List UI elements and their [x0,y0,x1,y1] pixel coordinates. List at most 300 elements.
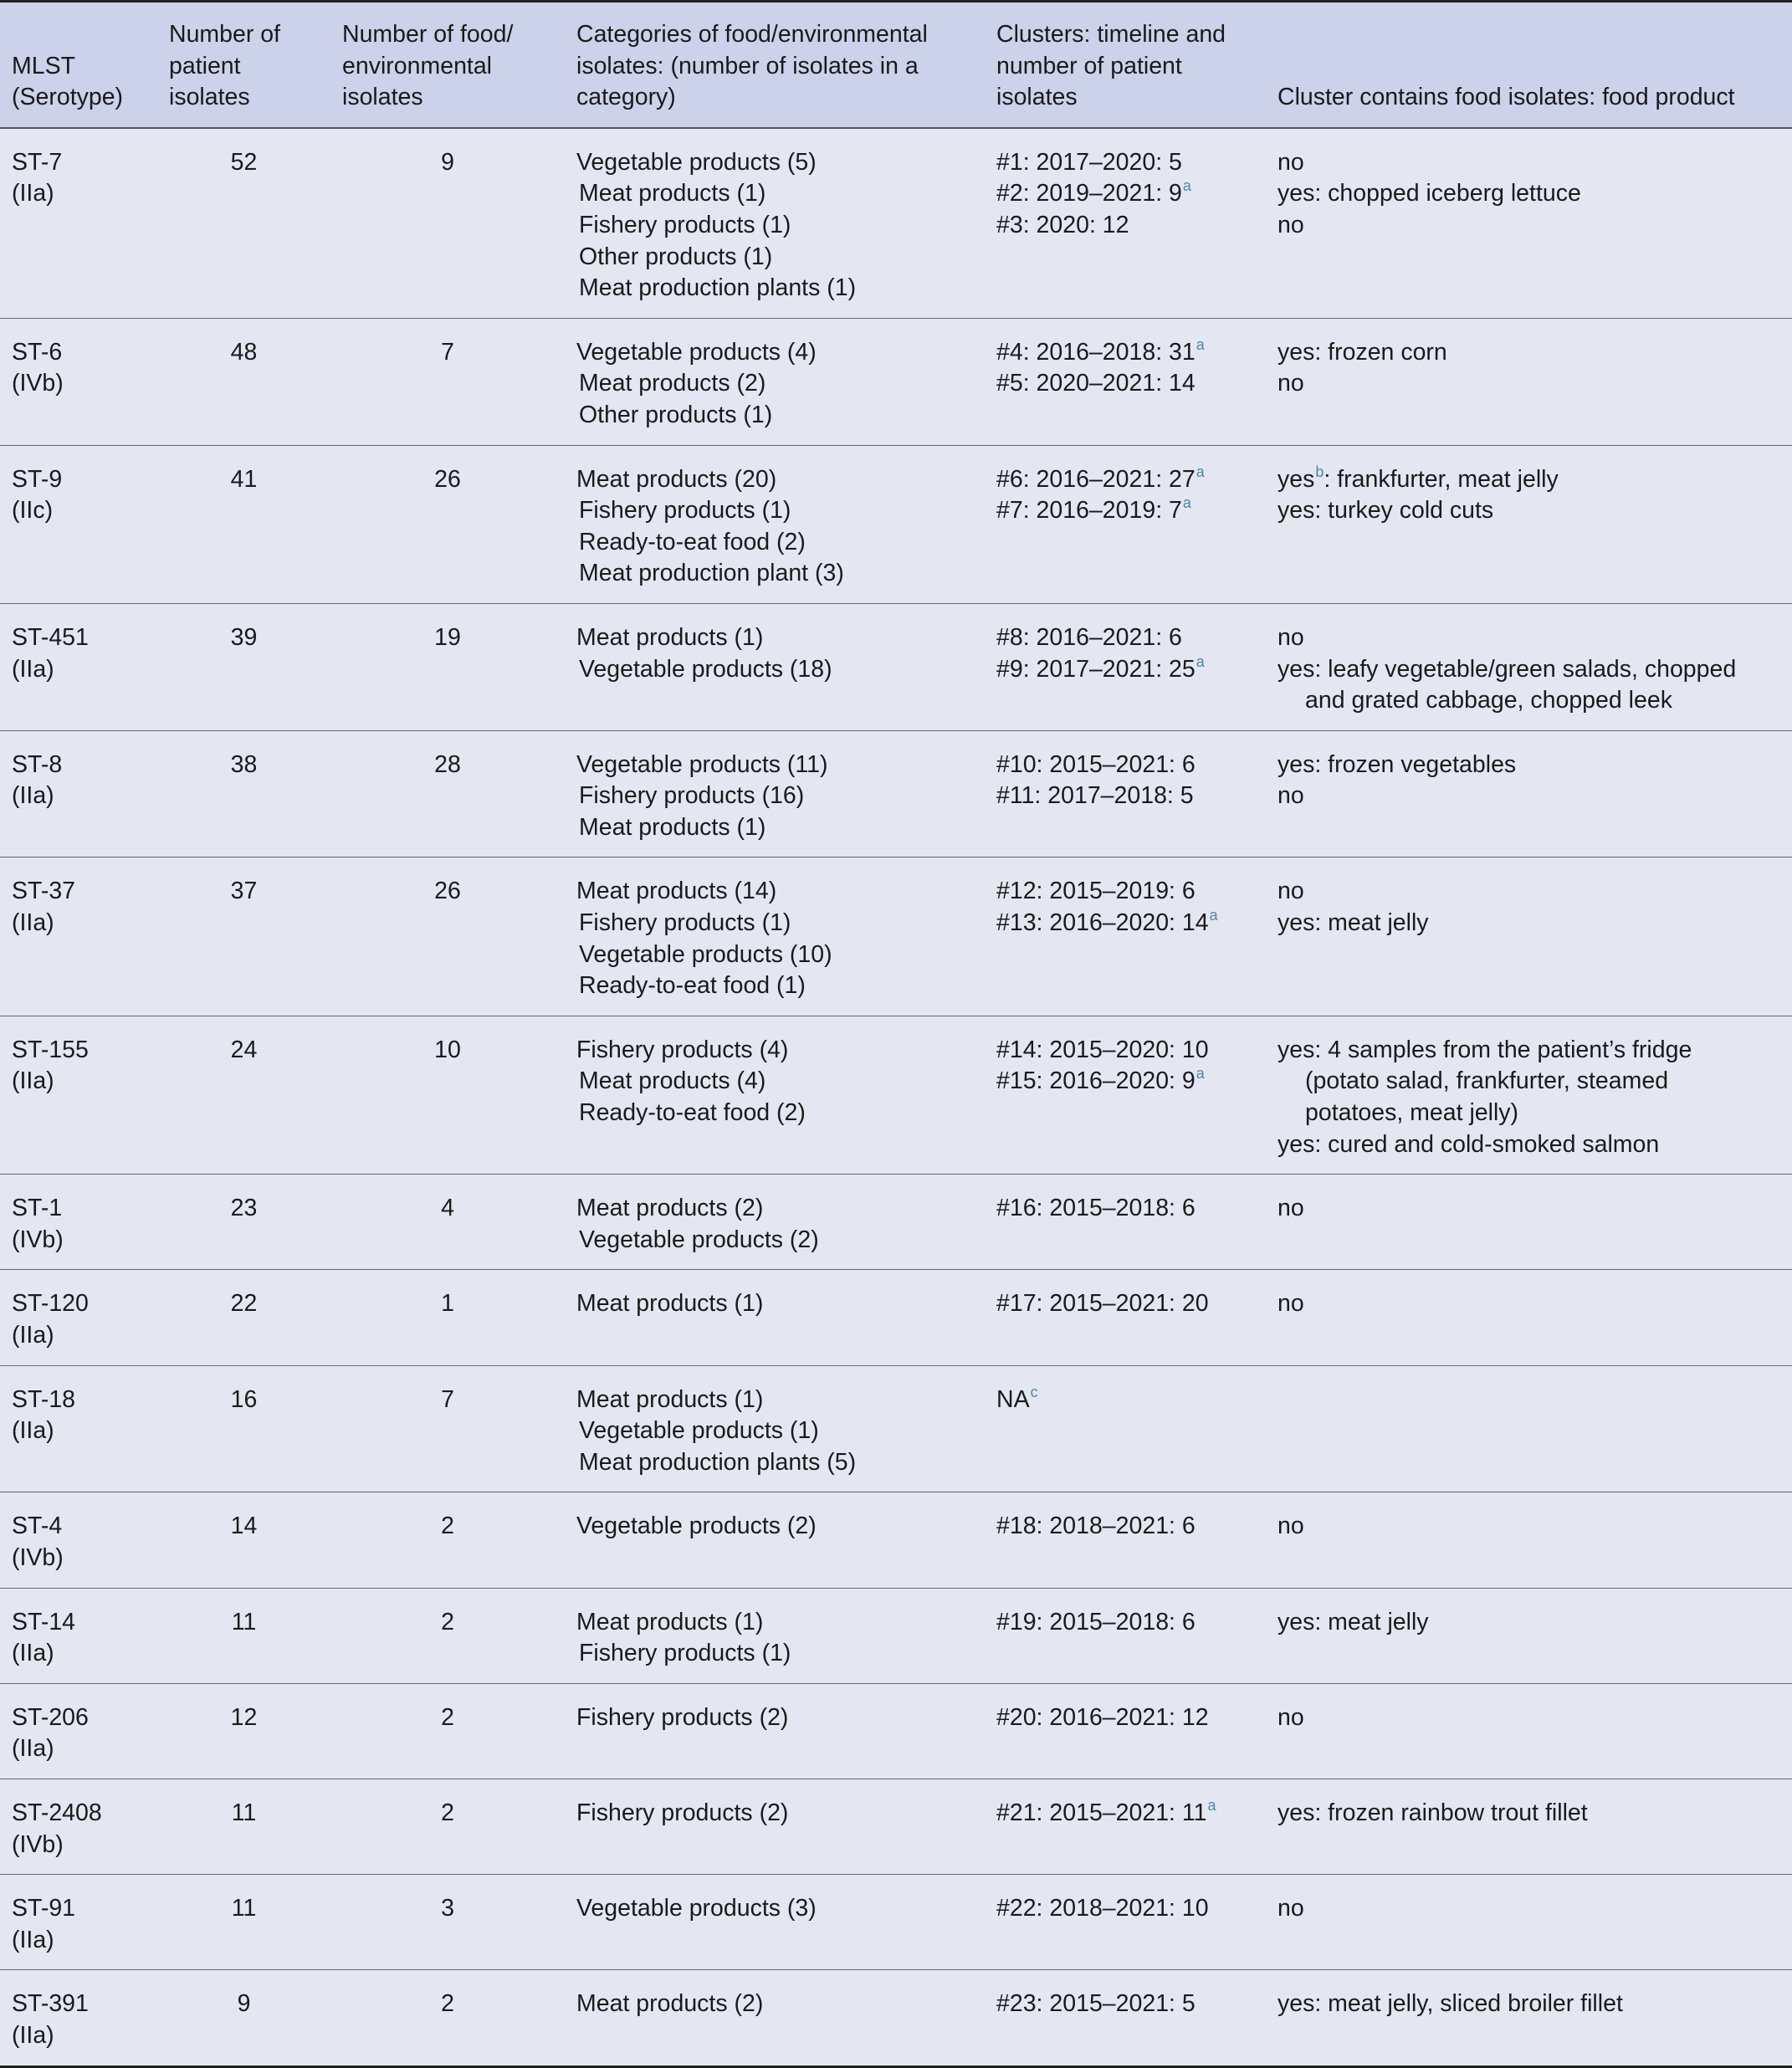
footnote-marker: b [1315,463,1324,480]
food-env-isolates-cell: 2 [330,1492,565,1588]
serotype: (IVb) [12,1226,64,1253]
mlst-cell [0,857,157,1016]
serotype: (IIa) [12,1640,54,1667]
mlst-id: ST-2408 [12,1799,102,1826]
patient-isolates-cell: 22 [157,1270,330,1365]
mlst-cell [0,1779,157,1874]
mlst-cell [0,445,157,603]
footnote-marker: a [1182,177,1191,195]
food-product-cell [1266,445,1792,603]
cluster-text: #2: 2019–2021: 9 [996,180,1182,207]
patient-isolates-cell: 52 [157,128,330,318]
category-item: Meat products (1) [576,1385,764,1413]
categories-cell [565,603,985,730]
mlst-cell [0,1365,157,1492]
cluster-text: #22: 2018–2021: 10 [996,1895,1209,1922]
category-item: Vegetable products (4) [576,338,817,366]
category-item: Vegetable products (5) [576,148,817,176]
cluster-text: #8: 2016–2021: 6 [996,623,1182,651]
food-product-cell [1266,1683,1792,1779]
serotype: (IIa) [12,1926,54,1953]
table-row [0,857,1792,1016]
categories-cell [565,730,985,857]
food-product-item [1277,210,1780,242]
category-item: Vegetable products (10) [579,940,832,968]
clusters-cell [985,128,1266,318]
cluster-item [996,1385,1254,1416]
header-food-product: Cluster contains food isolates: food product [1266,2,1792,128]
cluster-item [996,750,1254,781]
food-product-text: yes: meat jelly, sliced broiler fillet [1277,1990,1623,2018]
serotype: (IVb) [12,1543,64,1571]
mlst-id: ST-6 [12,338,63,366]
clusters-cell [985,730,1266,857]
mlst-id: ST-7 [12,148,63,176]
food-env-isolates-cell: 28 [330,730,565,857]
serotype: (IIc) [12,497,54,525]
cluster-item [996,1511,1254,1543]
food-product-item [1277,1702,1780,1734]
food-product-text: yes: leafy vegetable/green salads, chopped [1277,655,1737,683]
patient-isolates-cell: 11 [157,1588,330,1683]
food-product-text: yes: 4 samples from the patient’s fridge [1277,1036,1692,1063]
mlst-id: ST-155 [12,1036,89,1063]
food-env-isolates-cell: 2 [330,1779,565,1874]
category-item: Vegetable products (2) [579,1226,819,1253]
cluster-item [996,464,1254,496]
category-item: Other products (1) [579,401,773,428]
food-product-cell [1266,603,1792,730]
header-clusters: Clusters: timeline and number of patient isolates [985,2,1266,128]
food-product-item [1277,1511,1780,1543]
header-patient-isolates: Number of patient isolates [157,2,330,128]
serotype: (IIa) [12,1417,54,1445]
table-row [0,128,1792,318]
food-product-text: yes: frozen vegetables [1277,750,1517,778]
food-env-isolates-cell: 2 [330,1683,565,1779]
category-item: Ready-to-eat food (2) [579,1099,806,1127]
clusters-cell [985,1175,1266,1270]
category-item: Vegetable products (3) [576,1895,817,1922]
table-row [0,1365,1792,1492]
cluster-text: #9: 2017–2021: 25 [996,655,1196,683]
category-item: Meat products (2) [576,1195,764,1222]
serotype: (IIa) [12,1067,54,1095]
categories-cell [565,128,985,318]
patient-isolates-cell: 39 [157,603,330,730]
food-product-item [1277,1193,1780,1225]
table-row [0,1270,1792,1365]
food-product-text: no [1277,1703,1304,1731]
categories-cell [565,1016,985,1174]
mlst-id: ST-1 [12,1195,63,1222]
categories-cell [565,1875,985,1970]
clusters-cell [985,1588,1266,1683]
category-item: Meat products (20) [576,465,777,493]
cluster-text: #21: 2015–2021: 11 [996,1799,1207,1826]
cluster-item [996,368,1254,400]
food-product-cell [1266,857,1792,1016]
food-product-cell [1266,730,1792,857]
food-product-item [1277,876,1780,908]
cluster-item [996,622,1254,654]
cluster-item [996,1035,1254,1067]
cluster-item [996,876,1254,908]
cluster-text: #17: 2015–2021: 20 [996,1290,1209,1318]
food-product-item [1277,750,1780,781]
category-item: Meat products (2) [576,1990,764,2018]
patient-isolates-cell: 24 [157,1016,330,1174]
food-product-cell [1266,1970,1792,2066]
food-env-isolates-cell: 4 [330,1175,565,1270]
categories-cell [565,1175,985,1270]
cluster-item [996,147,1254,179]
clusters-cell [985,318,1266,445]
mlst-id: ST-9 [12,465,63,493]
cluster-item [996,1288,1254,1320]
patient-isolates-cell: 9 [157,1970,330,2066]
patient-isolates-cell: 12 [157,1683,330,1779]
categories-cell [565,1683,985,1779]
footnote-marker: a [1196,335,1205,353]
cluster-item [996,781,1254,812]
food-env-isolates-cell: 3 [330,1875,565,1970]
food-env-isolates-cell: 19 [330,603,565,730]
category-item: Fishery products (2) [576,1799,789,1826]
mlst-cell [0,1175,157,1270]
category-item: Meat products (4) [579,1067,766,1095]
cluster-item [996,1066,1254,1098]
cluster-item [996,337,1254,369]
table-row [0,445,1792,603]
table-row [0,603,1792,730]
categories-cell [565,1492,985,1588]
food-product-item [1277,1129,1780,1161]
serotype: (IIa) [12,1735,54,1763]
cluster-item [996,1989,1254,2020]
food-product-item [1277,908,1780,939]
patient-isolates-cell: 11 [157,1875,330,1970]
food-env-isolates-cell: 26 [330,857,565,1016]
serotype: (IVb) [12,1830,64,1858]
serotype: (IIa) [12,782,54,810]
mlst-id: ST-18 [12,1385,76,1413]
cluster-item [996,1702,1254,1734]
clusters-cell [985,1683,1266,1779]
category-item: Fishery products (16) [579,782,805,810]
category-item: Meat products (2) [579,370,766,397]
food-env-isolates-cell: 9 [330,128,565,318]
table-row [0,1875,1792,1970]
serotype: (IIa) [12,180,54,207]
food-product-text: no [1277,782,1304,810]
category-item: Vegetable products (18) [579,655,832,683]
clusters-cell [985,857,1266,1016]
food-product-item [1277,1607,1780,1639]
food-product-text: and grated cabbage, chopped leek [1305,687,1672,714]
cluster-text: #3: 2020: 12 [996,211,1129,238]
food-product-item [1277,1798,1780,1830]
mlst-cell [0,603,157,730]
mlst-id: ST-14 [12,1608,76,1635]
food-env-isolates-cell: 2 [330,1970,565,2066]
clusters-cell [985,603,1266,730]
patient-isolates-cell: 23 [157,1175,330,1270]
food-product-item [1277,495,1780,527]
food-product-item [1277,464,1780,496]
food-product-text: no [1277,1195,1304,1222]
cluster-text: #15: 2016–2020: 9 [996,1067,1196,1095]
header-mlst: MLST (Serotype) [0,2,157,128]
clusters-cell [985,1875,1266,1970]
table-row [0,1970,1792,2066]
mlst-cell [0,730,157,857]
clusters-cell [985,1016,1266,1174]
food-env-isolates-cell: 10 [330,1016,565,1174]
food-product-item [1277,178,1780,210]
cluster-item [996,495,1254,527]
cluster-text: #10: 2015–2021: 6 [996,750,1196,778]
cluster-text: #18: 2018–2021: 6 [996,1513,1196,1540]
cluster-text: #20: 2016–2021: 12 [996,1703,1209,1731]
categories-cell [565,1779,985,1874]
category-item: Ready-to-eat food (1) [579,972,806,1000]
cluster-item [996,1798,1254,1830]
cluster-item [996,1893,1254,1925]
food-product-cell [1266,128,1792,318]
food-product-item [1277,1035,1780,1067]
footnote-marker: a [1207,1796,1216,1814]
food-product-text: potatoes, meat jelly) [1305,1099,1519,1127]
food-product-text: no [1277,878,1304,905]
cluster-text: #4: 2016–2018: 31 [996,338,1196,366]
footnote-marker: a [1182,494,1191,512]
mlst-cell [0,1492,157,1588]
categories-cell [565,1970,985,2066]
food-product-item [1277,1893,1780,1925]
category-item: Meat products (14) [576,878,777,905]
mlst-cell [0,1970,157,2066]
category-item: Meat products (1) [579,180,766,207]
category-item: Meat production plants (5) [579,1448,857,1476]
categories-cell [565,445,985,603]
categories-cell [565,1588,985,1683]
cluster-text: #11: 2017–2018: 5 [996,782,1194,810]
category-item: Fishery products (1) [579,497,791,525]
table-row [0,1683,1792,1779]
clusters-cell [985,1270,1266,1365]
category-item: Ready-to-eat food (2) [579,528,806,555]
cluster-item [996,654,1254,686]
food-product-text: no [1277,1290,1304,1318]
food-product-item [1277,1989,1780,2020]
food-product-item [1277,368,1780,400]
cluster-item [996,1607,1254,1639]
cluster-text: #6: 2016–2021: 27 [996,465,1196,493]
cluster-text: #13: 2016–2020: 14 [996,909,1209,937]
category-item: Vegetable products (1) [579,1417,819,1445]
footnote-marker: a [1196,463,1205,480]
clusters-cell [985,445,1266,603]
serotype: (IIa) [12,655,54,683]
food-product-item [1277,685,1780,717]
table-row [0,1779,1792,1874]
category-item: Fishery products (1) [579,1640,791,1667]
food-product-text: yes: cured and cold-smoked salmon [1277,1130,1660,1158]
clusters-cell [985,1779,1266,1874]
clusters-cell [985,1970,1266,2066]
mlst-cell [0,318,157,445]
table-row [0,318,1792,445]
food-product-text: yes: frozen rainbow trout fillet [1277,1799,1588,1826]
table-row [0,1492,1792,1588]
food-product-text: yes [1277,465,1315,493]
food-product-text: yes: turkey cold cuts [1277,497,1494,525]
food-product-text: no [1277,211,1304,238]
clusters-cell [985,1365,1266,1492]
mlst-id: ST-91 [12,1895,76,1922]
table-body [0,128,1792,2066]
category-item: Fishery products (1) [579,211,791,238]
patient-isolates-cell: 11 [157,1779,330,1874]
food-product-cell [1266,1016,1792,1174]
clusters-cell [985,1492,1266,1588]
food-product-text: no [1277,148,1304,176]
mlst-cell [0,1588,157,1683]
patient-isolates-cell: 14 [157,1492,330,1588]
food-product-item [1277,781,1780,812]
mlst-cell [0,1875,157,1970]
food-product-text: yes: chopped iceberg lettuce [1277,180,1581,207]
food-product-text: no [1277,623,1304,651]
mlst-id: ST-37 [12,878,76,905]
cluster-text: #5: 2020–2021: 14 [996,370,1196,397]
cluster-item [996,1193,1254,1225]
mlst-id: ST-206 [12,1703,89,1731]
mlst-cell [0,1683,157,1779]
footnote-marker: a [1196,653,1205,670]
food-env-isolates-cell: 2 [330,1588,565,1683]
cluster-text: #1: 2017–2020: 5 [996,148,1182,176]
food-product-item [1277,1098,1780,1129]
category-item: Meat products (1) [576,1608,764,1635]
categories-cell [565,1270,985,1365]
category-item: Vegetable products (2) [576,1513,817,1540]
food-product-item [1277,1288,1780,1320]
food-product-text: no [1277,1513,1304,1540]
food-product-text: yes: meat jelly [1277,909,1429,937]
header-row [0,2,1792,128]
category-item: Fishery products (1) [579,909,791,937]
food-env-isolates-cell: 1 [330,1270,565,1365]
category-item: Fishery products (4) [576,1036,789,1063]
category-item: Meat products (1) [579,813,766,841]
cluster-text: #19: 2015–2018: 6 [996,1608,1196,1635]
cluster-item [996,210,1254,242]
patient-isolates-cell: 48 [157,318,330,445]
cluster-text: #16: 2015–2018: 6 [996,1195,1196,1222]
food-product-cell [1266,1875,1792,1970]
cluster-text: #14: 2015–2020: 10 [996,1036,1209,1063]
mlst-cell [0,1270,157,1365]
category-item: Meat production plant (3) [579,560,844,587]
mlst-id: ST-8 [12,750,63,778]
food-env-isolates-cell: 7 [330,318,565,445]
food-product-item [1277,1066,1780,1098]
food-product-text-rest: : frankfurter, meat jelly [1324,465,1559,493]
serotype: (IVb) [12,370,64,397]
mlst-cell [0,1016,157,1174]
serotype: (IIa) [12,1322,54,1349]
food-product-item [1277,147,1780,179]
food-product-cell [1266,1588,1792,1683]
food-product-text: yes: frozen corn [1277,338,1447,366]
food-product-cell [1266,1779,1792,1874]
food-product-cell [1266,318,1792,445]
food-product-text: no [1277,370,1304,397]
footnote-marker: a [1209,907,1218,924]
cluster-text: #7: 2016–2019: 7 [996,497,1182,525]
food-product-cell [1266,1365,1792,1492]
category-item: Fishery products (2) [576,1703,789,1731]
category-item: Meat products (1) [576,1290,764,1318]
category-item: Other products (1) [579,243,773,270]
cluster-text: #23: 2015–2021: 5 [996,1990,1196,2018]
food-product-text: (potato salad, frankfurter, steamed [1305,1067,1669,1095]
mlst-id: ST-451 [12,623,89,651]
cluster-text: #12: 2015–2019: 6 [996,878,1196,905]
categories-cell [565,318,985,445]
food-env-isolates-cell: 26 [330,445,565,603]
patient-isolates-cell: 37 [157,857,330,1016]
patient-isolates-cell: 41 [157,445,330,603]
mlst-cell [0,128,157,318]
footnote-marker: a [1196,1065,1205,1083]
patient-isolates-cell: 38 [157,730,330,857]
categories-cell [565,1365,985,1492]
mlst-id: ST-120 [12,1290,89,1318]
food-product-cell [1266,1492,1792,1588]
table-row [0,1175,1792,1270]
mlst-id: ST-4 [12,1513,63,1540]
cluster-text: NA [996,1385,1030,1413]
table-row [0,1016,1792,1174]
food-product-item [1277,337,1780,369]
serotype: (IIa) [12,909,54,937]
header-food-env-isolates: Number of food/ environmental isolates [330,2,565,128]
footnote-marker: c [1030,1383,1038,1400]
food-env-isolates-cell: 7 [330,1365,565,1492]
food-product-text: yes: meat jelly [1277,1608,1429,1635]
food-product-cell [1266,1175,1792,1270]
food-product-item [1277,622,1780,654]
categories-cell [565,857,985,1016]
category-item: Meat production plants (1) [579,274,857,302]
patient-isolates-cell: 16 [157,1365,330,1492]
food-product-text: no [1277,1895,1304,1922]
food-product-cell [1266,1270,1792,1365]
table-row [0,730,1792,857]
food-product-item [1277,654,1780,686]
category-item: Meat products (1) [576,623,764,651]
cluster-item [996,178,1254,210]
mlst-id: ST-391 [12,1990,89,2018]
cluster-item [996,908,1254,939]
table-row [0,1588,1792,1683]
category-item: Vegetable products (11) [576,750,828,778]
serotype: (IIa) [12,2021,54,2049]
header-categories: Categories of food/environmental isolates: (number of isolates in a category) [565,2,985,128]
